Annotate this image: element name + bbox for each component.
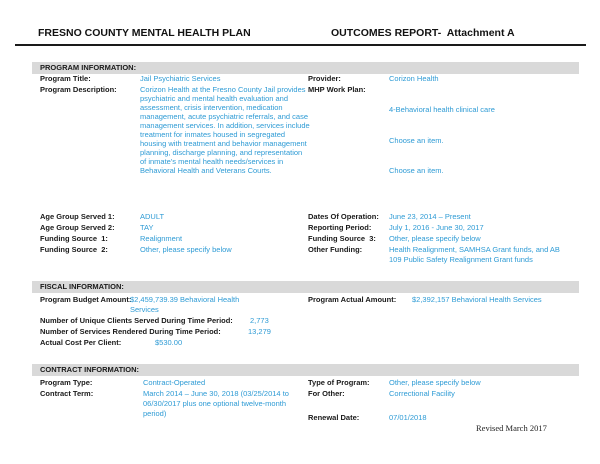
funding-source-2-value: Other, please specify below — [140, 245, 232, 254]
renewal-date-label: Renewal Date: — [308, 413, 360, 422]
other-funding-label: Other Funding: — [308, 245, 363, 254]
contract-information-section-header — [32, 364, 579, 376]
reporting-period-value: July 1, 2016 - June 30, 2017 — [389, 223, 484, 232]
program-title-label: Program Title: — [40, 74, 91, 83]
for-other-value: Correctional Facility — [389, 389, 455, 398]
mhp-work-plan-label: MHP Work Plan: — [308, 85, 366, 94]
reporting-period-label: Reporting Period: — [308, 223, 372, 232]
renewal-date-value: 07/01/2018 — [389, 413, 427, 422]
for-other-label: For Other: — [308, 389, 345, 398]
fiscal-information-section-title: FISCAL INFORMATION: — [40, 282, 124, 291]
actual-cost-per-client-label: Actual Cost Per Client: — [40, 338, 122, 347]
funding-source-1-value: Realignment — [140, 234, 183, 243]
program-information-section-title: PROGRAM INFORMATION: — [40, 63, 137, 72]
program-budget-amount-value: $2,459,739.39 Behavioral Health Services — [130, 295, 240, 314]
age-group-1-label: Age Group Served 1: — [40, 212, 115, 221]
program-title-value: Jail Psychiatric Services — [140, 74, 221, 83]
type-of-program-label: Type of Program: — [308, 378, 370, 387]
program-description-label: Program Description: — [40, 85, 117, 94]
provider-value: Corizon Health — [389, 74, 439, 83]
mhp-choose-item-placeholder-2: Choose an item. — [389, 166, 444, 175]
funding-source-3-value: Other, please specify below — [389, 234, 481, 243]
actual-cost-per-client-value: $530.00 — [155, 338, 183, 347]
unique-clients-label: Number of Unique Clients Served During Time Period: — [40, 316, 233, 325]
plan-title: FRESNO COUNTY MENTAL HEALTH PLAN — [38, 27, 251, 39]
program-information-section-header — [32, 62, 579, 74]
program-type-label: Program Type: — [40, 378, 93, 387]
provider-label: Provider: — [308, 74, 341, 83]
revised-date-note: Revised March 2017 — [476, 423, 547, 433]
type-of-program-value: Other, please specify below — [389, 378, 481, 387]
funding-source-3-label: Funding Source 3: — [308, 234, 376, 243]
services-rendered-label: Number of Services Rendered During Time Period: — [40, 327, 221, 336]
mhp-work-plan-value — [389, 85, 495, 197]
mhp-choose-item-placeholder-1: Choose an item. — [389, 135, 444, 145]
program-budget-amount-label: Program Budget Amount: — [40, 295, 132, 304]
unique-clients-value: 2,773 — [250, 316, 269, 325]
fiscal-information-section-header — [32, 281, 579, 293]
program-description-value: Corizon Health at the Fresno County Jail provides psychiatric and mental health evaluation and assessment, crisis intervention, medication management, acute psychiatric referrals, and case management services. In addition, services include treatment for inmates housed in segregated housing with treatment and behavior management planning, discharge planning, and representation of inmate's mental health needs/services in Behavioral Health and Veterans Courts. — [140, 85, 310, 175]
report-title: OUTCOMES REPORT- Attachment A — [331, 27, 515, 39]
contract-term-label: Contract Term: — [40, 389, 94, 398]
funding-source-1-label: Funding Source 1: — [40, 234, 108, 243]
age-group-2-value: TAY — [140, 223, 154, 232]
services-rendered-value: 13,279 — [248, 327, 271, 336]
contract-information-section-title: CONTRACT INFORMATION: — [40, 365, 140, 374]
program-actual-amount-label: Program Actual Amount: — [308, 295, 397, 304]
header-divider — [15, 44, 586, 46]
program-type-value: Contract-Operated — [143, 378, 206, 387]
age-group-1-value: ADULT — [140, 212, 165, 221]
funding-source-2-label: Funding Source 2: — [40, 245, 108, 254]
age-group-2-label: Age Group Served 2: — [40, 223, 115, 232]
contract-term-value: March 2014 – June 30, 2018 (03/25/2014 to 06/30/2017 plus one optional twelve-month period) — [143, 389, 289, 418]
dates-of-operation-label: Dates Of Operation: — [308, 212, 379, 221]
mhp-work-plan-selection: 4-Behavioral health clinical care — [389, 105, 495, 114]
dates-of-operation-value: June 23, 2014 – Present — [389, 212, 471, 221]
other-funding-value: Health Realignment, SAMHSA Grant funds, and AB 109 Public Safety Realignment Grant funds — [389, 245, 560, 264]
program-actual-amount-value: $2,392,157 Behavioral Health Services — [412, 295, 542, 304]
